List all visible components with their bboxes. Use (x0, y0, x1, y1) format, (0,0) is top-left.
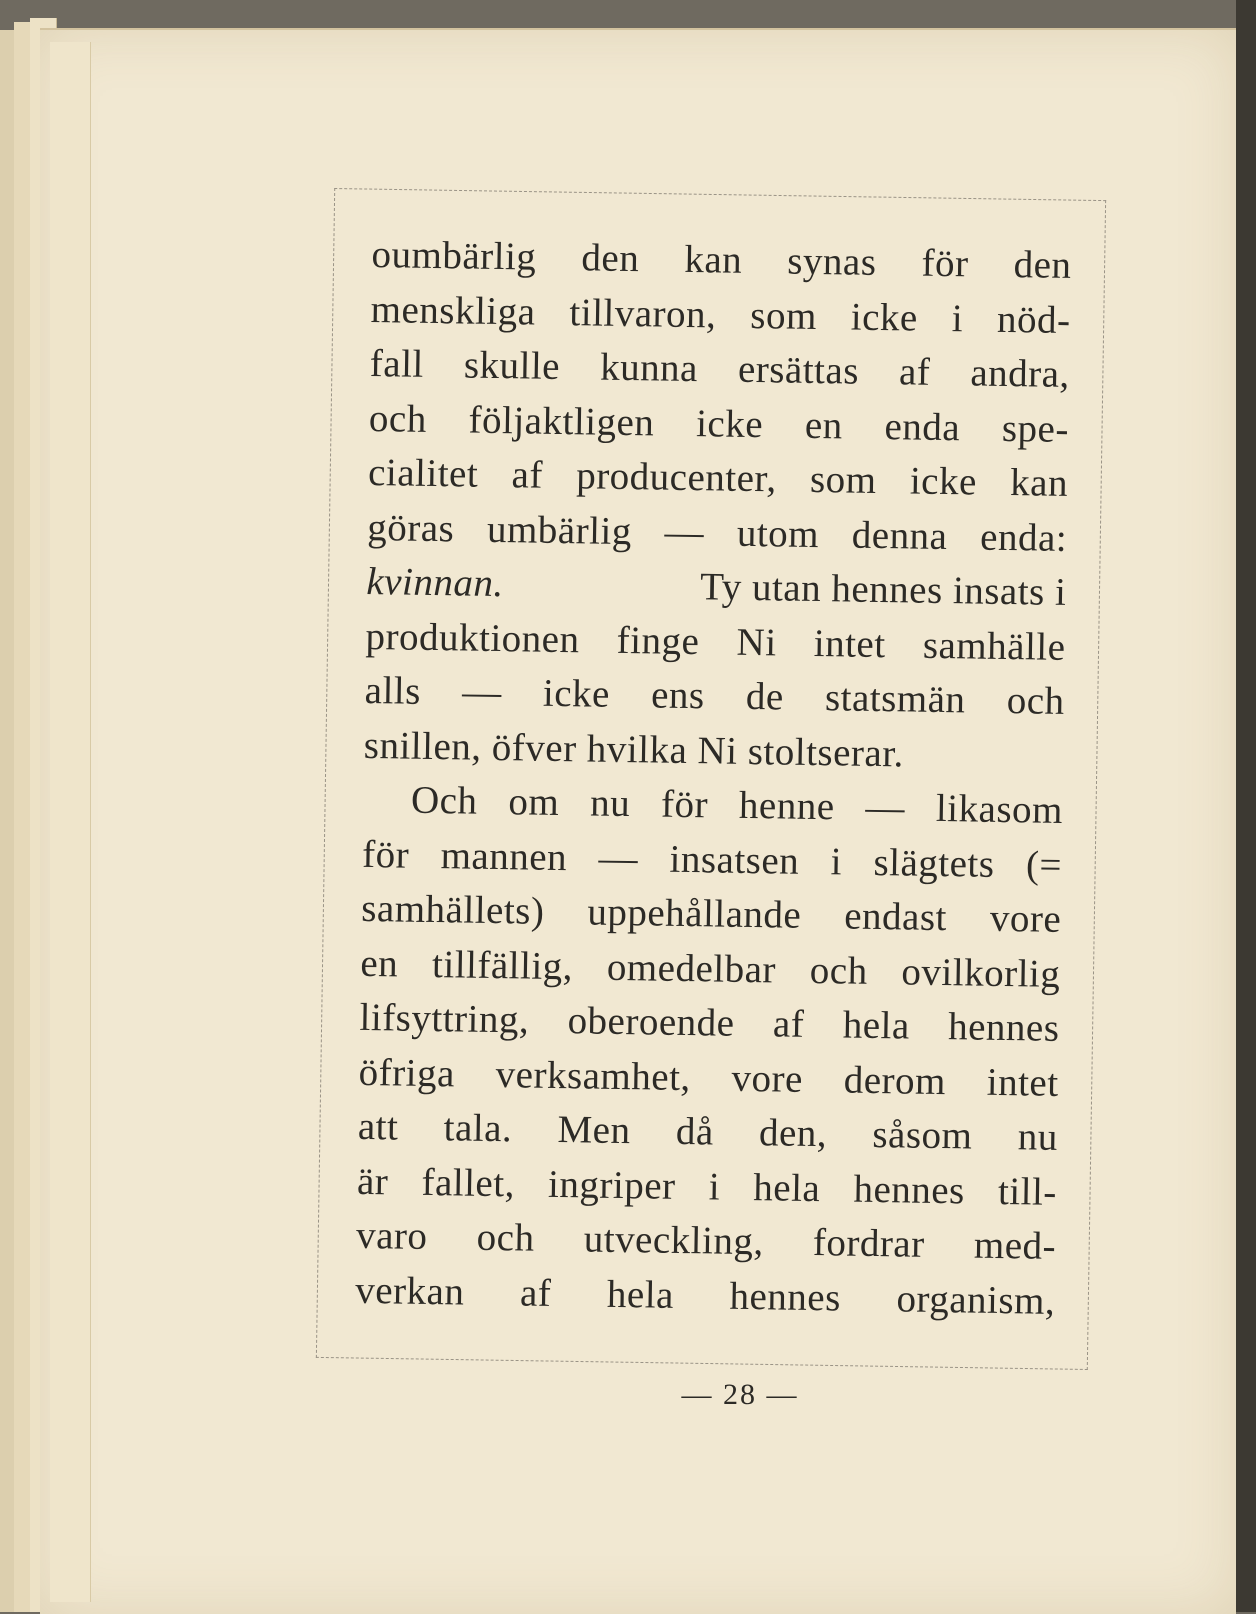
text-line: är fallet, ingriper i hela hennes till- (356, 1159, 1058, 1214)
book-binding (1236, 0, 1256, 1612)
text-line: alls — icke ens de statsmän och (364, 668, 1065, 723)
italic-word: kvinnan. (366, 559, 504, 606)
text-line: verkan af hela hennes organism, (354, 1268, 1056, 1323)
text-line: göras umbärlig — utom denna enda: (366, 505, 1068, 560)
text-line: en tillfällig, omedelbar och ovilkorlig (360, 941, 1061, 996)
text-line: samhällets) uppehållande endast vore (360, 886, 1062, 941)
text-line: varo och utveckling, fordrar med- (355, 1213, 1057, 1268)
text-line: menskliga tillvaron, som icke i nöd- (370, 287, 1071, 342)
text-line-rest: Ty utan hennes insats i (699, 565, 1067, 614)
body-text (355, 228, 1072, 1329)
text-line: snillen, öfver hvilka Ni stoltserar. (363, 723, 905, 775)
text-line: cialitet af producenter, som icke kan (367, 450, 1069, 505)
text-line: fall skulle kunna ersättas af andra, (369, 341, 1071, 396)
page-edge (50, 42, 91, 1602)
text-line: oumbärlig den kan synas för den (371, 232, 1072, 287)
text-line: produktionen finge Ni intet samhälle (365, 614, 1066, 669)
text-line: för mannen — insatsen i slägtets (= (361, 832, 1063, 887)
text-line: att tala. Men då den, såsom nu (357, 1104, 1059, 1159)
text-line: öfriga verksamhet, vore derom intet (358, 1050, 1059, 1105)
text-line: och följaktligen icke en enda spe- (368, 396, 1070, 451)
text-line: Och om nu för henne — likasom (410, 778, 1064, 832)
text-line: lifsyttring, oberoende af hela hennes (359, 995, 1060, 1050)
page-number: — 28 — (681, 1378, 799, 1411)
